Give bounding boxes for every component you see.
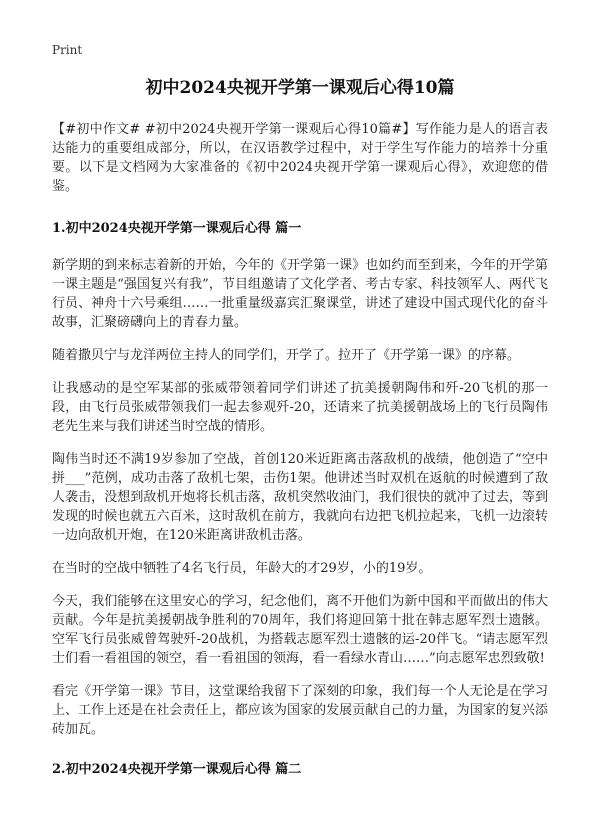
print-label: Print bbox=[52, 43, 83, 57]
intro-paragraph: 【#初中作文# #初中2024央视开学第一课观后心得10篇#】写作能力是人的语言表达能力的重要组成部分，所以，在汉语教学过程中，对于学生写作能力的培养十分重要。以下是文档网为大家准备的《初中2024央视开学第一课观后心得》，欢迎您的借鉴。 bbox=[52, 122, 548, 194]
body-paragraph: 看完《开学第一课》节目，这堂课给我留下了深刻的印象，我们每一个人无论是在学习上、工作上还是在社会责任上，都应该为国家的发展贡献自己的力量，为国家的复兴添砖加瓦。 bbox=[52, 684, 548, 737]
document-title: 初中2024央视开学第一课观后心得10篇 bbox=[145, 78, 455, 98]
body-paragraph: 随着撒贝宁与龙洋两位主持人的同学们，开学了。拉开了《开学第一课》的序幕。 bbox=[52, 348, 521, 363]
body-paragraph: 今天，我们能够在这里安心的学习，纪念他们，离不开他们为新中国和平而做出的伟大贡献。今年是抗美援朝战争胜利的70周年，我们将迎回第十批在韩志愿军烈士遗骸。空军飞行员张威曾驾驶歼-20战机，为搭载志愿军烈士遗骸的运-20伴飞。“请志愿军烈士们看一看祖国的领空，看一看祖国的领海，看一看绿水青山……”向志愿军忠烈致敬! bbox=[52, 594, 548, 666]
body-paragraph: 让我感动的是空军某部的张威带领着同学们讲述了抗美援朝陶伟和歼-20飞机的那一段，由飞行员张威带领我们一起去参观歼-20，还请来了抗美援朝战场上的飞行员陶伟老先生来与我们讲述当时空战的情形。 bbox=[52, 381, 548, 434]
section-heading-2: 2.初中2024央视开学第一课观后心得 篇二 bbox=[52, 762, 302, 777]
body-paragraph: 陶伟当时还不满19岁参加了空战，首创120米近距离击落敌机的战绩，他创造了“空中拼___”范例，成功击落了敌机七架，击伤1架。他讲述当时双机在返航的时候遭到了敌人袭击，没想到敌机开炮将长机击落，敌机突然收油门，我们很快的就冲了过去，等到发现的时候也就五六百米，这时敌机在前方，我就向右边把飞机拉起来，飞机一边滚转一边向敌机开炮，在120米距离讲敌机击落。 bbox=[52, 452, 548, 543]
body-paragraph: 新学期的到来标志着新的开始，今年的《开学第一课》也如约而至到来，今年的开学第一课主题是“强国复兴有我”，节目组邀请了文化学者、考古专家、科技领军人、两代飞行员、神舟十六号乘组……一批重量级嘉宾汇聚课堂，讲述了建设中国式现代化的奋斗故事，汇聚磅礴向上的青春力量。 bbox=[52, 258, 548, 330]
section-heading-1: 1.初中2024央视开学第一课观后心得 篇一 bbox=[52, 221, 302, 236]
body-paragraph: 在当时的空战中牺牲了4名飞行员，年龄大的才29岁，小的19岁。 bbox=[52, 561, 432, 576]
